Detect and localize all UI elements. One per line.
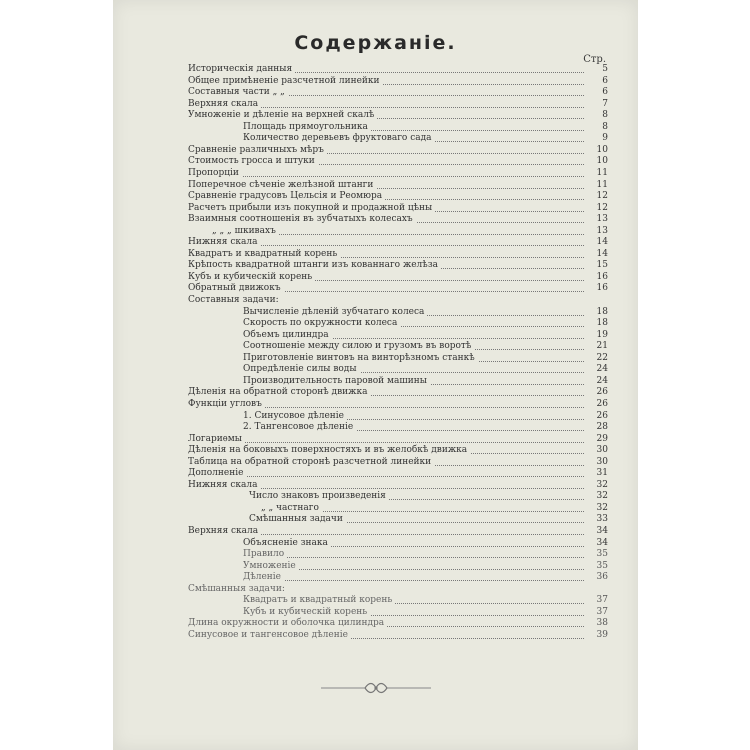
toc-entry-label: „ „ частнаго bbox=[261, 503, 322, 514]
toc-entry-label: Дополненіе bbox=[188, 468, 246, 479]
toc-entry-label: Производительность паровой машины bbox=[243, 376, 430, 387]
toc-entry-page: 18 bbox=[596, 306, 608, 317]
toc-entry-label: Составныя задачи: bbox=[188, 295, 282, 306]
toc-entry-page: 26 bbox=[596, 398, 608, 409]
toc-entry-label: Верхняя скала bbox=[188, 99, 261, 110]
toc-entry-label: Длина окружности и оболочка цилиндра bbox=[188, 618, 387, 629]
toc-entry-page: 7 bbox=[602, 98, 608, 109]
toc-entry-page: 30 bbox=[596, 445, 608, 456]
toc-entry-label: 1. Синусовое дѣленіе bbox=[243, 411, 347, 422]
ornament-icon bbox=[113, 680, 638, 700]
toc-entry-label: Дѣленія на обратной сторонѣ движка bbox=[188, 387, 370, 398]
toc-entry-label: Опредѣленіе силы воды bbox=[243, 364, 360, 375]
toc-entry-label: Смѣшанныя задачи: bbox=[188, 584, 288, 595]
toc-entry-page: 24 bbox=[596, 375, 608, 386]
toc-entry-page: 37 bbox=[596, 595, 608, 606]
toc-entry bbox=[113, 630, 638, 641]
leader-dots bbox=[188, 165, 584, 177]
toc-entry-label: Квадратъ и квадратный корень bbox=[188, 249, 340, 260]
toc-entry-label: Кубъ и кубическій корень bbox=[243, 607, 370, 618]
toc-entry-page: 32 bbox=[596, 502, 608, 513]
toc-entry-label: Правило bbox=[243, 549, 287, 560]
toc-entry-label: Умноженіе bbox=[243, 561, 299, 572]
toc-entry-page: 35 bbox=[596, 549, 608, 560]
page-title: Содержаніе. bbox=[294, 32, 457, 54]
toc-entry-page: 13 bbox=[596, 225, 608, 236]
toc-entry-label: Крѣпость квадратной штанги изъ кованнаго желѣза bbox=[188, 260, 441, 271]
toc-entry-label: Приготовленіе винтовъ на винторѣзномъ станкѣ bbox=[243, 353, 478, 364]
toc-entry-page: 32 bbox=[596, 479, 608, 490]
toc-entry-page: 14 bbox=[596, 248, 608, 259]
toc-entry-page: 36 bbox=[596, 572, 608, 583]
toc-entry-label: Вычисленіе дѣленій зубчатаго колеса bbox=[243, 307, 427, 318]
toc-entry-label: Поперечное сѣченіе желѣзной штанги bbox=[188, 180, 376, 191]
toc-entry-page: 35 bbox=[596, 560, 608, 571]
document-page bbox=[113, 0, 638, 750]
toc-entry-label: Дѣленія на боковыхъ поверхностяхъ и въ желобкѣ движка bbox=[188, 445, 470, 456]
toc-entry-label: Таблица на обратной сторонѣ разсчетной линейки bbox=[188, 457, 434, 468]
toc-entry-page: 6 bbox=[602, 87, 608, 98]
toc-entry-page: 11 bbox=[596, 167, 608, 178]
toc-entry-page: 9 bbox=[602, 133, 608, 144]
toc-entry-page: 14 bbox=[596, 237, 608, 248]
toc-entry-label: Объемъ цилиндра bbox=[243, 330, 332, 341]
toc-entry-page: 11 bbox=[596, 179, 608, 190]
toc-entry-label: Верхняя скала bbox=[188, 526, 261, 537]
toc-entry-page: 28 bbox=[596, 422, 608, 433]
toc-entry-page: 31 bbox=[596, 468, 608, 479]
toc-entry-label: Число знаковъ произведенія bbox=[249, 491, 389, 502]
leader-dots bbox=[188, 465, 584, 477]
toc-entry-page: 10 bbox=[596, 144, 608, 155]
toc-entry-label: Взаимныя соотношенія въ зубчатыхъ колесахъ bbox=[188, 214, 416, 225]
toc-entry-page: 38 bbox=[596, 618, 608, 629]
toc-entry-label: Объясненіе знака bbox=[243, 538, 331, 549]
toc-entry-label: Количество деревьевъ фруктоваго сада bbox=[243, 133, 435, 144]
toc-entry-label: „ „ „ шкивахъ bbox=[212, 226, 279, 237]
toc-entry-page: 30 bbox=[596, 456, 608, 467]
toc-entry-page: 12 bbox=[596, 202, 608, 213]
toc-entry-page: 32 bbox=[596, 491, 608, 502]
leader-dots bbox=[243, 546, 584, 558]
toc-entry-page: 15 bbox=[596, 260, 608, 271]
toc-entry-page: 34 bbox=[596, 526, 608, 536]
toc-entry-label: Синусовое и тангенсовое дѣленіе bbox=[188, 630, 351, 641]
toc-entry-label: Пропорціи bbox=[188, 168, 242, 179]
toc-entry-page: 29 bbox=[596, 433, 608, 444]
toc-entry-label: Соотношеніе между силою и грузомъ въ воротѣ bbox=[243, 341, 474, 352]
toc-entry-label: Сравненіе градусовъ Цельсія и Реомюра bbox=[188, 191, 385, 202]
toc-entry-page: 21 bbox=[596, 341, 608, 352]
toc-entry-label: Квадратъ и квадратный корень bbox=[243, 595, 395, 606]
toc-entry-label: Смѣшанныя задачи bbox=[249, 514, 346, 525]
toc-entry-label: Нижняя скала bbox=[188, 237, 260, 248]
toc-entry-page: 13 bbox=[596, 214, 608, 225]
page-column-header: Стр. bbox=[583, 54, 606, 65]
leader-dots bbox=[188, 431, 584, 443]
toc-entry-label: Общее примѣненіе разсчетной линейки bbox=[188, 76, 383, 87]
toc-entry-page: 8 bbox=[602, 121, 608, 132]
toc-entry-page: 26 bbox=[596, 410, 608, 421]
toc-entry-page: 8 bbox=[602, 110, 608, 121]
toc-entry-page: 33 bbox=[596, 514, 608, 525]
toc-entry bbox=[113, 283, 638, 294]
toc-entry-label: Стоимость гросса и штуки bbox=[188, 156, 318, 167]
toc-entry-page: 19 bbox=[596, 329, 608, 340]
toc-entry-page: 34 bbox=[596, 537, 608, 548]
toc-entry-page: 39 bbox=[596, 629, 608, 640]
toc-entry-label: 2. Тангенсовое дѣленіе bbox=[243, 422, 356, 433]
toc-entry-label: Площадь прямоугольника bbox=[243, 122, 371, 133]
toc-entry-label: Функціи угловъ bbox=[188, 399, 265, 410]
toc-entry-page: 5 bbox=[602, 64, 608, 74]
toc-entry-page: 16 bbox=[596, 283, 608, 294]
toc-entry-label: Скорость по окружности колеса bbox=[243, 318, 400, 329]
toc-entry-label: Составныя части „ „ bbox=[188, 87, 288, 98]
toc-entry-page: 24 bbox=[596, 364, 608, 375]
toc-entry-page: 6 bbox=[602, 75, 608, 86]
toc-entry-page: 37 bbox=[596, 606, 608, 617]
toc-entry-label: Умноженіе и дѣленіе на верхней скалѣ bbox=[188, 110, 377, 121]
toc-entry-label: Кубъ и кубическій корень bbox=[188, 272, 315, 283]
toc-entry-page: 16 bbox=[596, 271, 608, 282]
toc-entry-page: 26 bbox=[596, 387, 608, 398]
toc-entry-label: Сравненіе различныхъ мѣръ bbox=[188, 145, 327, 156]
toc-entry bbox=[113, 572, 638, 583]
toc-entry-page: 10 bbox=[596, 156, 608, 167]
toc-entry-page: 12 bbox=[596, 191, 608, 202]
toc-entry-label: Логариѳмы bbox=[188, 434, 245, 445]
toc-entry-label: Нижняя скала bbox=[188, 480, 260, 491]
toc-entry-label: Обратный движокъ bbox=[188, 283, 284, 294]
toc-entry-label: Расчетъ прибыли изъ покупной и продажной цѣны bbox=[188, 203, 435, 214]
leader-dots bbox=[243, 569, 584, 581]
toc-entry-label: Дѣленіе bbox=[243, 572, 284, 583]
toc-entry-page: 22 bbox=[596, 352, 608, 363]
toc-entry-page: 18 bbox=[596, 318, 608, 329]
toc-entry-label: Историческія данныя bbox=[188, 64, 295, 75]
